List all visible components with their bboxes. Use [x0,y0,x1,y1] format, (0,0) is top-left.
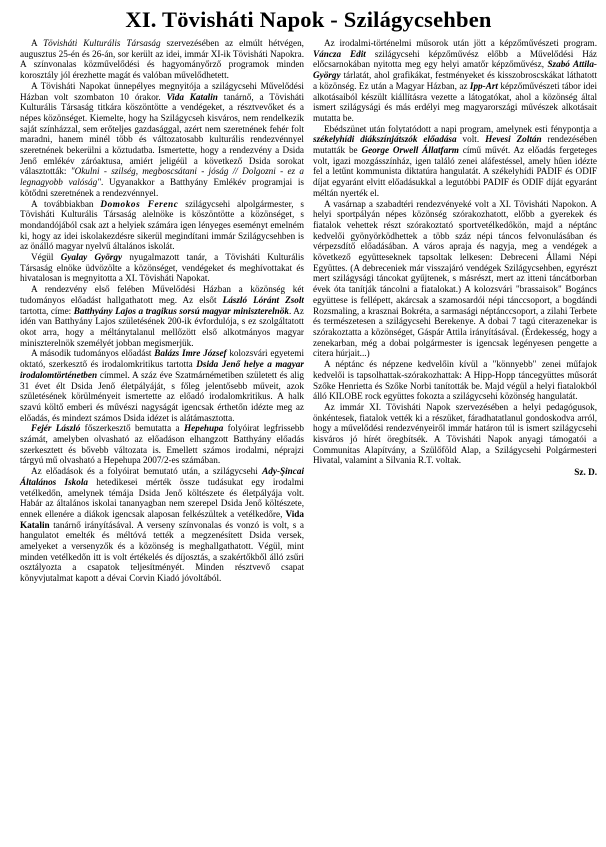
emphasized-text: George Orwell Állatfarm [361,145,459,156]
emphasized-text: Váncza Edit [313,48,366,59]
emphasized-text: Szabó Attila-György [313,59,597,81]
text-run: nyugalmazott tanár, a Tövisháti Kulturális Társaság elnöke üdvözölte a közönséget, vendégeket és meghívottakat és hivatalosan is megnyitotta a XI. Tövisháti Napokat. [20,252,304,284]
text-run: folyóirat legfrissebb számát, amelyben olvasható az előadáson elhangzott Batthyány előadás szerkesztett és bővebb változata is. Emellett számos irodalmi, néprajzi tárgyú mű olvasható a Hepehupa 2007/2-es számában. [20,423,305,466]
right-column [313,38,597,584]
text-run: kolozsvári egyetemi oktató, szerkesztő és irodalomkritikus tartotta [20,348,304,370]
emphasized-text: Ipp-Art [469,80,498,91]
text-run: tartotta, címe: [20,305,74,316]
text-run: A továbbiakban [31,198,101,209]
emphasized-text: Fejér László [31,423,81,434]
text-run: A rendezvény első felében Művelődési Házban a közönség két tudományos előadást hallgathatott meg. Az elsőt [20,284,304,305]
emphasized-text: Vida Katalin [20,508,304,530]
text-run: tárlatát, ahol grafikákat, festményeket és kisszobroscskákat láthatott a közönség. Ez után a Magyar Házban, az [313,70,597,91]
text-run: A néptánc és népzene kedvelőin kívül a "könnyebb" zenei műfajok kedvelői is tapsolhattak-szórakozhattak: A Hipp-Hopp táncegyüttes műsorát Szőke Henrietta és Szőke Norbi tanították be. Majd végül a helyi fiatalokból álló KILOBE rock együttes fokozta a szilágycsehi közönség hangulatát. [313,359,597,402]
text-run: A [31,38,44,48]
emphasized-text: Hepehupa [184,423,224,434]
emphasized-text: László Lóránt Zsolt [222,294,304,305]
text-run: rendezésében mutatták be [313,134,598,156]
text-run: . Az idén van Batthyány Lajos születésének 200-ik évfordulója, s ez szolgáltatott okot arra, hogy a méltánytalanul mellőzött első alkotmányos magyar miniszterelnök személyét jobban megismerjük. [20,305,304,348]
author-signature: Sz. D. [574,467,597,478]
text-run: A Tövisháti Napokat ünnepélyes megnyitója a szilágycsehi Művelődési Házban volt szombaton 10 órakor. [20,80,304,102]
paragraph [313,38,597,124]
right-column-paragraphs [313,38,597,466]
text-run: szilágycsehi alpolgármester, s Tövisháti Kulturális Társaság alelnöke is köszöntötte a közönséget, s mondandójából csak azt a helyiek számára igen lényeges eseményt emelném ki, hogy az idei iskolakezdésre sikerül megindítani immár Szilágycsehben is az önálló magyar nyelvű általános iskolát. [20,198,304,252]
text-run: A vasárnap a szabadtéri rendezvényeké volt a XI. Tövisháti Napokon. A helyi sportpályán népes közönség szórakozhatott, előbb a gyerekek és fiatalok vehettek részt szórakoztató sportvetélkedőkön, majd a néptánc kedvelői gyönyörködhettek a több száz népi táncos felvonulásában és vérpezsdítő előadásában. A város apraja és nagyja, meg a vendégek a következő együtteseknek tapsoltak lelkesen: Debreceni Állami Népi Együttes. (A debreceniek már visszajáró vendégek Szilágycsehben, egyrészt mert szilágysági táncokat gyűjtenek, s másrészt, mert az itteni táncátborban évek óta tanítják táncolni a fiatalokat.) A kolozsvári "brassaisok" Bogáncs együttese is fellépett, akárcsak a szamosardói népi tánccsoport, a bogdándi Rozsmaling, a krasznai Bokréta, a sarmasági néptánccsoport, a zilahi Terbete és természetesen a szilágycsehi Berekenye. A dobai 7 tagú citerazenekar is szórakoztatta a közönséget, Gáspár Attila irányításával. (Érdekesség, hogy a zenekarban, még a dobai polgármester is igencsak legényesen pengette a citera húrjait...) [313,198,597,359]
paragraph [313,199,597,360]
text-run: szilágycsehi képzőművész előbb a Művelődési Ház előcsarnokában nyitotta meg egy helyi amatőr képzőművész, [313,48,597,70]
text-run: képzőművészeti tábor idei alkotásaiból készült kiállításra vezette a látogatókat, ahol a közönség által ismert szilágysági és más erdélyi meg magyarországi művészek alkotásait mutatta be. [313,80,597,123]
paragraph [20,284,304,348]
text-run: tanárnő, a Tövisháti Kulturális Társaság titkára köszöntötte a vendégeket, a résztvevőket és a népes közönséget. Kiemelte, hogy ha Szilágycseh kisváros, nem rendelkezik saját színházzal, sem erőteljes gazdasággal, azért nem szeretnének fehér folt maradni, hanem minél több és változatosabb kulturális rendezvénnyel szeretnének bekerülni a köztudatba. Ismertette, hogy a rendezvény a Dsida Jenő emlékév záróaktusa, amiért jeligéül a következő Dsida sorokat választották: [20,91,305,177]
emphasized-text: székelyhídi diákszínjátszók előadása [313,134,457,145]
paragraph [20,348,304,423]
paragraph [20,199,304,253]
emphasized-text: Ady-Şincai Általános Iskola [20,466,304,487]
text-run: Végül [31,252,61,263]
article-title: XI. Tövisháti Napok - Szilágycsehben [125,7,492,32]
paragraph [313,402,597,466]
paragraph [20,38,304,81]
text-run: című művét. Az előadás fergeteges volt, igazi mozgásszínház, igen találó zenei aláfestéssel, amely hűen idézte fel a letűnt kommunista diktatúra hangulatát. A székelyhídi PADIF és ODIF díjat egyaránt elvitt előadásukkal a legutóbbi PADIF és ODIF díját egyaránt méltán nyerték el. [313,145,597,198]
emphasized-text: Hevesi Zoltán [485,134,542,145]
emphasized-text: Dsida Jenő helye a magyar irodalomtörténetben [20,359,304,380]
text-run: Az immár XI. Tövisháti Napok szervezésében a helyi pedagógusok, önkéntesek, fiatalok vették ki a részüket, fáradhatatlanul gondoskodva arról, hogy a művelődési rendezvényeiről immár határon túl is ismert szilágycsehi kisváros jó hírét öregbítsék. A Tövisháti Napok anyagi támogatói a Communitas Alapítvány, a Szülőföld Alap, a Szilágycsehi Polgármesteri Hivatal, valamint a Silvania R.T. voltak. [313,401,597,466]
paragraph [20,252,304,284]
text-run: címmel. A száz éve Szatmárnémetiben született és alig 31 évet élt Dsida Jenő életpályáját, s főleg jelentősebb műveit, azok születésének körülményeit ismertette az előadó irodalomkritikus. A halk szavú költő emberi és művészi nagyságát igencsak érthetőn idézte meg az előadás, és mindezt számos Dsida idézet is alátámasztotta. [20,369,304,423]
emphasized-text: "Okulni - szilség, megboscsátani - jóság // Dolgozni - ez a legnagyobb valóság" [20,166,304,188]
paragraph [20,423,304,466]
text-run: Az előadások és a folyóirat bemutató után, a szilágycsehi [31,466,263,477]
emphasized-text: Domokos Ferenc [100,198,179,209]
paragraph [20,466,304,584]
text-run: volt. [456,134,486,145]
text-run: szervezésében az elmúlt hétvégen, augusztus 25-én és 26-án, sor került az idei, immár XI-ik Tövisháti Napokra. A színvonalas közművelődési és hagyományőrző programok minden korosztály jól érezhette magát és valóban művelődhetett. [20,38,304,81]
text-run: Az irodalmi-történelmi műsorok után jött a képzőművészeti program. [324,38,597,48]
emphasized-text: Vida Katalin [166,91,218,102]
text-run: . Ugyanakkor a Batthyány Emlékév programjai is kötődni szeretnének a rendezvénnyel. [20,177,304,198]
text-run: hetedikesei mérték össze tudásukat egy irodalmi vetélkedőn, amelynek témája Dsida Jenő költészete és életpályája volt. Habár az általános iskolai tananyagban nem szerepel Dsida Jenő költészete, ennek ellenére a diákok igencsak alaposan felkészültek a vetélkedőre, [20,476,304,519]
emphasized-text: Balázs Imre József [154,348,227,359]
paragraph [313,359,597,402]
paragraph [20,81,304,199]
emphasized-text: Tövisháti Kulturális Társaság [43,38,161,48]
paragraph [313,124,597,199]
left-column [20,38,304,584]
article-body [20,38,597,584]
emphasized-text: Batthyány Lajos a tragikus sorsú magyar miniszterelnök [73,305,289,316]
text-run: Ebédszünet után folytatódott a napi program, amelynek esti fénypontja a [324,123,597,134]
text-run: tanárnő irányításával. A verseny színvonalas és vonzó is volt, s a hangulatot emelték és méltóvá tették a megzenésített Dsida versek, amelyeket a versenyzők és a közönség is meghallgathatott. Végül, mint minden vetélkedőn itt is volt értékelés és díjosztás, a szakértőkből álló zsűri osztályozta a csapatok teljesítményét. Minden résztvevő csapat könyvjutalmat kapott a dévai Corvin Kiadó jóvoltából. [20,519,304,584]
text-run: főszerkesztő bemutatta a [80,423,184,434]
emphasized-text: Gyalay György [60,252,123,263]
text-run: A második tudományos előadást [31,348,155,359]
